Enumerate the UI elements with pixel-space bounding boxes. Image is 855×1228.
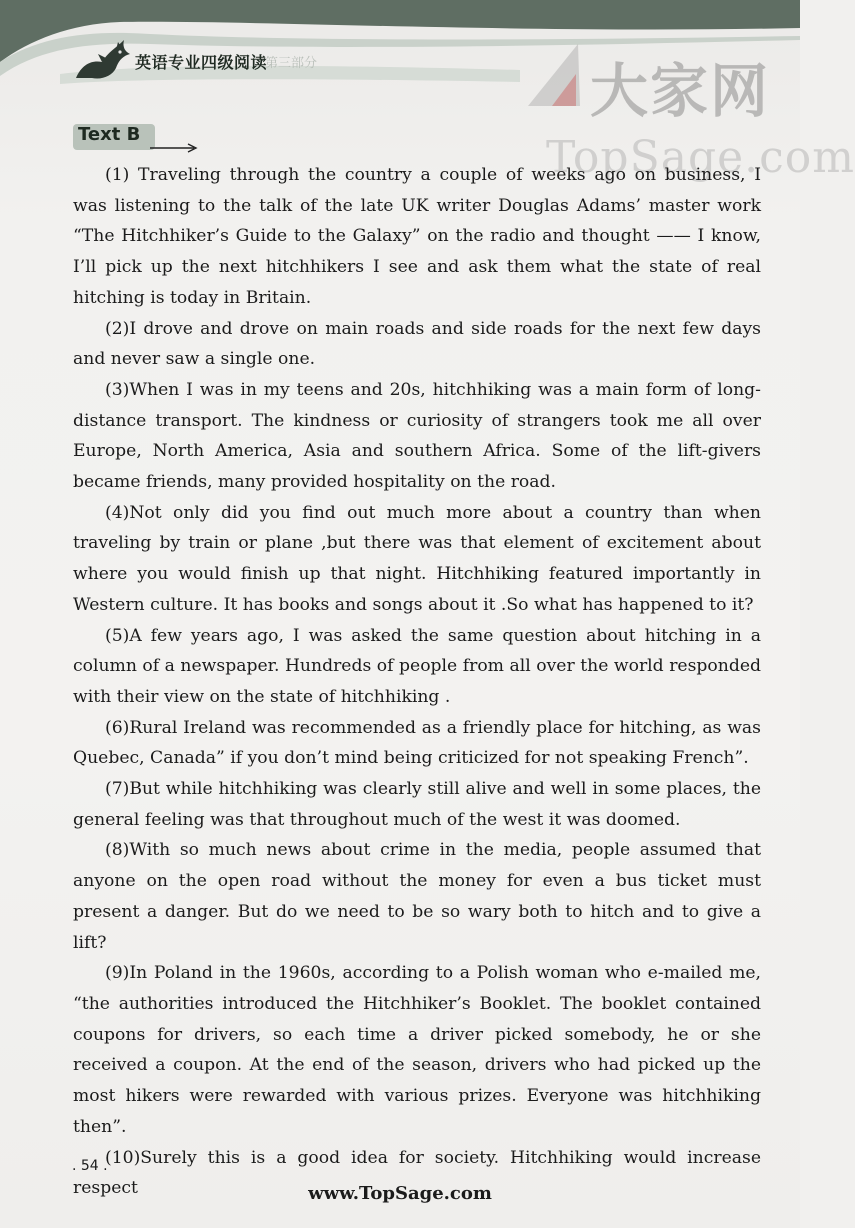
arrow-right-icon	[150, 140, 198, 152]
footer-url: www.TopSage.com	[308, 1183, 492, 1204]
paragraph-2: (2)I drove and drove on main roads and side roads for the next few days and never saw a single one.	[73, 318, 761, 370]
paragraph-8: (8)With so much news about crime in the media, people assumed that anyone on the open road without the money for even a bus ticket must present a danger. But do we need to be so wary both to hitch and to give a lift?	[73, 840, 761, 953]
paragraph-4: (4)Not only did you find out much more about a country than when traveling by train or plane ,but there was that element of excitement about where you would finish up that night. Hitchhiking featured importantly in Western culture. It has books and songs about it .So what has happened to it?	[73, 502, 761, 615]
dragon-logo-icon	[72, 34, 134, 84]
paragraph-3: (3)When I was in my teens and 20s, hitchhiking was a main form of long-distance transport. The kindness or curiosity of strangers took me all over Europe, North America, Asia and southern Africa. Some of the lift-givers became friends, many provided hospitality on the road.	[73, 379, 761, 493]
watermark-chinese: 大家网	[590, 57, 771, 125]
passage-text	[73, 160, 761, 1204]
page-number: . 54 .	[72, 1158, 108, 1174]
paragraph-7: (7)But while hitchhiking was clearly still alive and well in some places, the general feeling was that throughout much of the west it was doomed.	[73, 779, 761, 830]
book-title: 英语专业四级阅读	[135, 53, 268, 72]
paragraph-1: (1) Traveling through the country a couple of weeks ago on business, I was listening to the talk of the late UK writer Douglas Adams’ master work “The Hitchhiker’s Guide to the Galaxy” on the radio and thought —— I know, I’ll pick up the next hitchhikers I see and ask them what the state of real hitching is today in Britain.	[73, 165, 761, 308]
paragraph-5: (5)A few years ago, I was asked the same question about hitching in a column of a newspaper. Hundreds of people from all over the world responded with their view on the state of hitchhiking .	[73, 625, 761, 707]
section-label: Text B	[78, 124, 141, 145]
watermark-latin: TopSage.com	[546, 132, 855, 183]
paragraph-6: (6)Rural Ireland was recommended as a friendly place for hitching, as was Quebec, Canada” if you don’t mind being criticized for not speaking French”.	[73, 717, 761, 769]
paragraph-9: (9)In Poland in the 1960s, according to a Polish woman who e-mailed me, “the authorities introduced the Hitchhiker’s Booklet. The booklet contained coupons for drivers, so each time a driver picked somebody, he or she received a coupon. At the end of the season, drivers who had picked up the most hikers were rewarded with various prizes. Everyone was hitchhiking then”.	[73, 963, 761, 1137]
header-section-hint: 第三部分	[265, 56, 318, 71]
paragraph-10: (10)Surely this is a good idea for society. Hitchhiking would increase respect	[73, 1147, 761, 1199]
